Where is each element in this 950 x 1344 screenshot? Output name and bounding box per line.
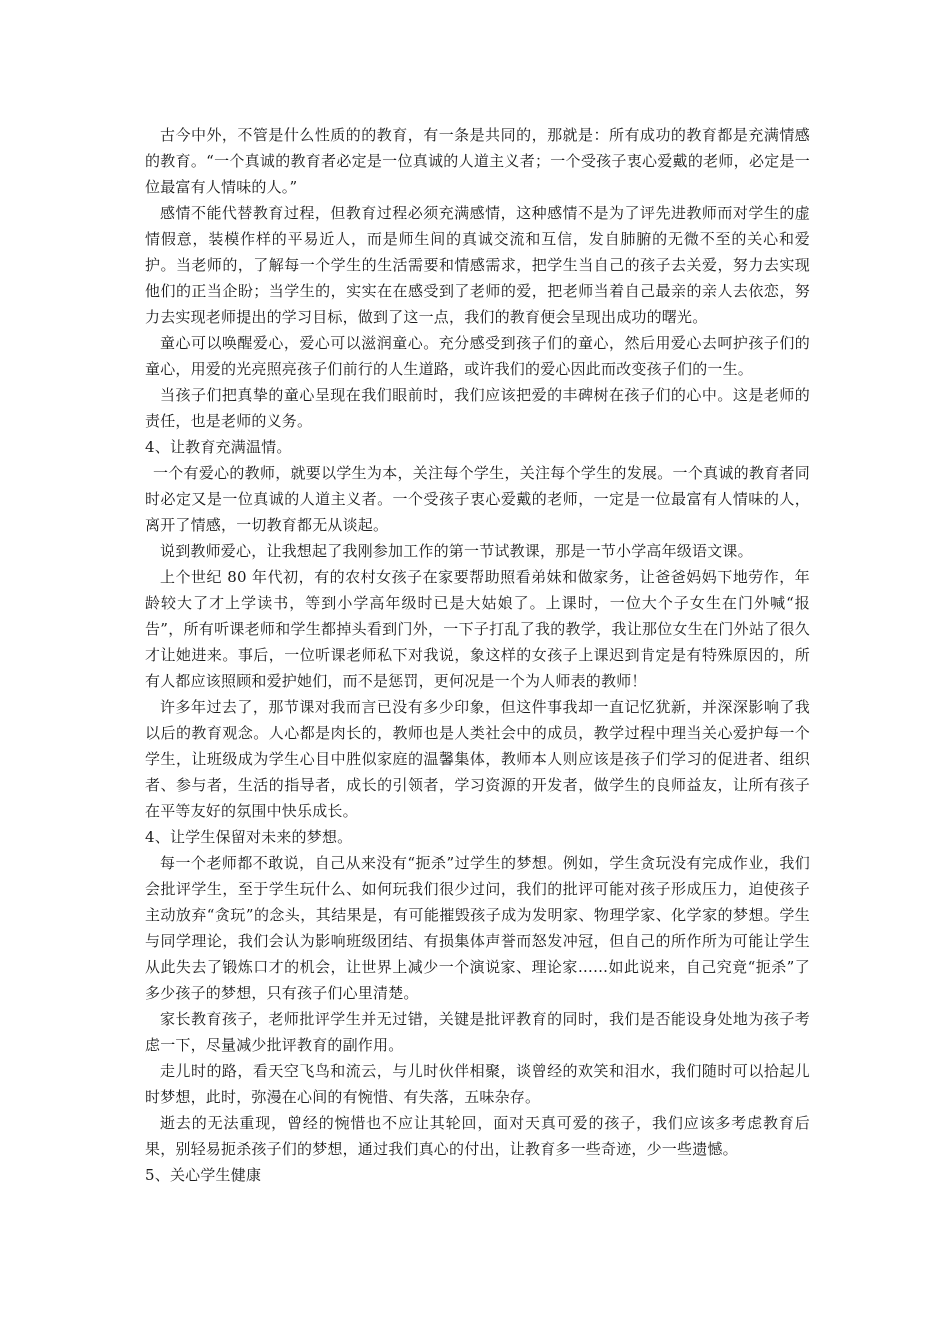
- paragraph-8: 许多年过去了，那节课对我而言已没有多少印象，但这件事我却一直记忆犹新，并深深影响了我以后的教育观念。人心都是肉长的，教师也是人类社会中的成员，教学过程中理当关心爱护每一个学生，让班级成为学生心目中胜似家庭的温馨集体，教师本人则应该是孩子们学习的促进者、组织者、参与者，生活的指导者，成长的引领者，学习资源的开发者，做学生的良师益友，让所有孩子在平等友好的氛围中快乐成长。: [145, 698, 810, 820]
- paragraph-11: 走儿时的路，看天空飞鸟和流云，与儿时伙伴相聚，谈曾经的欢笑和泪水，我们随时可以拾起儿时梦想，此时，弥漫在心间的有惋惜、有失落，五味杂存。: [145, 1062, 810, 1106]
- paragraph-2: 感情不能代替教育过程，但教育过程必须充满感情，这种感情不是为了评先进教师而对学生的虚情假意，装模作样的平易近人，而是师生间的真诚交流和互信，发自肺腑的无微不至的关心和爱护。当老师的，了解每一个学生的生活需要和情感需求，把学生当自己的孩子去关爱，努力去实现他们的正当企盼；当学生的，实实在在感受到了老师的爱，把老师当着自己最亲的亲人去依恋，努力去实现老师提出的学习目标，做到了这一点，我们的教育便会呈现出成功的曙光。: [145, 204, 810, 326]
- paragraph-6: 说到教师爱心，让我想起了我刚参加工作的第一节试教课，那是一节小学高年级语文课。: [160, 542, 753, 560]
- paragraph-1: 古今中外，不管是什么性质的的教育，有一条是共同的，那就是：所有成功的教育都是充满情感的教育。“一个真诚的教育者必定是一位真诚的人道主义者；一个受孩子衷心爱戴的老师，必定是一位最富有人情味的人。”: [145, 126, 810, 196]
- section-heading-dreams: 4、让学生保留对未来的梦想。: [145, 828, 353, 846]
- paragraph-12: 逝去的无法重现，曾经的惋惜也不应让其轮回，面对天真可爱的孩子，我们应该多考虑教育后果，别轻易扼杀孩子们的梦想，通过我们真心的付出，让教育多一些奇迹，少一些遗憾。: [145, 1114, 810, 1158]
- paragraph-10: 家长教育孩子，老师批评学生并无过错，关键是批评教育的同时，我们是否能设身处地为孩子考虑一下，尽量减少批评教育的副作用。: [145, 1010, 810, 1054]
- paragraph-5: 一个有爱心的教师，就要以学生为本，关注每个学生，关注每个学生的发展。一个真诚的教育者同时必定又是一位真诚的人道主义者。一个受孩子衷心爱戴的老师，一定是一位最富有人情味的人，离开了情感，一切教育都无从谈起。: [145, 464, 810, 534]
- paragraph-9: 每一个老师都不敢说，自己从来没有“扼杀”过学生的梦想。例如，学生贪玩没有完成作业，我们会批评学生，至于学生玩什么、如何玩我们很少过问，我们的批评可能对孩子形成压力，迫使孩子主动放弃“贪玩”的念头，其结果是，有可能摧毁孩子成为发明家、物理学家、化学家的梦想。学生与同学理论，我们会认为影响班级团结、有损集体声誉而怒发冲冠，但自己的所作所为可能让学生从此失去了锻炼口才的机会，让世界上减少一个演说家、理论家……如此说来，自己究竟“扼杀”了多少孩子的梦想，只有孩子们心里清楚。: [145, 854, 810, 1002]
- paragraph-7: 上个世纪 80 年代初，有的农村女孩子在家要帮助照看弟妹和做家务，让爸爸妈妈下地劳作，年龄较大了才上学读书，等到小学高年级时已是大姑娘了。上课时，一位大个子女生在门外喊“报告”，所有听课老师和学生都掉头看到门外，一下子打乱了我的教学，我让那位女生在门外站了很久才让她进来。事后，一位听课老师私下对我说，象这样的女孩子上课迟到肯定是有特殊原因的，所有人都应该照顾和爱护她们，而不是惩罚，更何况是一个为人师表的教师！: [145, 568, 810, 690]
- section-heading-health: 5、关心学生健康: [145, 1166, 262, 1184]
- section-heading-warmth: 4、让教育充满温情。: [145, 438, 292, 456]
- paragraph-3: 童心可以唤醒爱心，爱心可以滋润童心。充分感受到孩子们的童心，然后用爱心去呵护孩子们的童心，用爱的光亮照亮孩子们前行的人生道路，或许我们的爱心因此而改变孩子们的一生。: [145, 334, 810, 378]
- paragraph-4: 当孩子们把真挚的童心呈现在我们眼前时，我们应该把爱的丰碑树在孩子们的心中。这是老师的责任，也是老师的义务。: [145, 386, 810, 430]
- document-body: [145, 122, 810, 1188]
